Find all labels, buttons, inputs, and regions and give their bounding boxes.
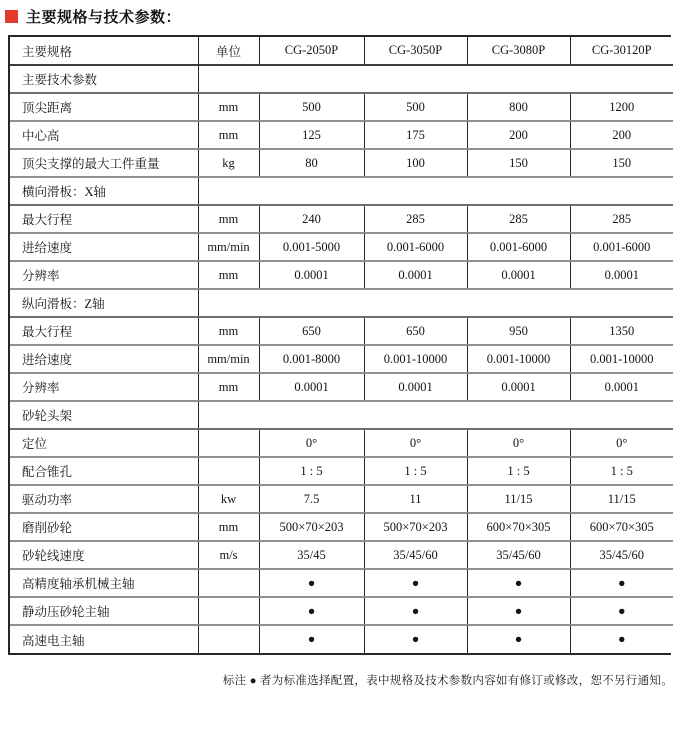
value-cell: 0.001-8000 (259, 345, 364, 373)
row-label-cell: 进给速度 (10, 233, 198, 261)
table-row (10, 149, 673, 177)
unit-cell: mm/min (198, 233, 259, 261)
unit-cell: mm (198, 121, 259, 149)
table-row (10, 625, 673, 653)
unit-cell: mm (198, 205, 259, 233)
value-cell: 7.5 (259, 485, 364, 513)
value-cell: 285 (364, 205, 467, 233)
value-cell: 0.0001 (259, 373, 364, 401)
row-label-cell: 高速电主轴 (10, 625, 198, 653)
value-cell: 80 (259, 149, 364, 177)
section-row (10, 289, 673, 317)
value-cell: 500×70×203 (364, 513, 467, 541)
row-label-cell: 最大行程 (10, 205, 198, 233)
unit-cell: mm (198, 261, 259, 289)
unit-cell (198, 569, 259, 597)
value-cell: ● (364, 569, 467, 597)
value-cell: 100 (364, 149, 467, 177)
unit-cell (198, 429, 259, 457)
value-cell: 0.001-6000 (467, 233, 570, 261)
header-cell-model-4: CG-30120P (570, 37, 673, 65)
value-cell: ● (570, 597, 673, 625)
value-cell: ● (364, 597, 467, 625)
value-cell: 0.0001 (570, 261, 673, 289)
unit-cell: mm (198, 513, 259, 541)
value-cell: 0.001-6000 (570, 233, 673, 261)
row-label-cell: 顶尖支撑的最大工件重量 (10, 149, 198, 177)
value-cell: 1200 (570, 93, 673, 121)
value-cell: 1 : 5 (259, 457, 364, 485)
unit-cell (198, 597, 259, 625)
table-row (10, 121, 673, 149)
header-cell-unit: 单位 (198, 37, 259, 65)
value-cell: 950 (467, 317, 570, 345)
value-cell: 240 (259, 205, 364, 233)
value-cell: 0.0001 (570, 373, 673, 401)
value-cell: 0.0001 (364, 261, 467, 289)
table-row (10, 457, 673, 485)
value-cell: 0.0001 (259, 261, 364, 289)
value-cell: ● (259, 625, 364, 653)
value-cell: 1350 (570, 317, 673, 345)
header-cell-model-1: CG-2050P (259, 37, 364, 65)
value-cell: 1 : 5 (364, 457, 467, 485)
value-cell: 0° (467, 429, 570, 457)
value-cell: ● (467, 625, 570, 653)
header-cell-model-3: CG-3080P (467, 37, 570, 65)
header-cell-spec: 主要规格 (10, 37, 198, 65)
value-cell: 800 (467, 93, 570, 121)
value-cell: 35/45/60 (364, 541, 467, 569)
value-cell: 285 (467, 205, 570, 233)
table-row (10, 205, 673, 233)
value-cell: 11/15 (467, 485, 570, 513)
value-cell: 11/15 (570, 485, 673, 513)
value-cell: 0.001-10000 (570, 345, 673, 373)
unit-cell: kw (198, 485, 259, 513)
unit-cell: mm/min (198, 345, 259, 373)
table-row (10, 429, 673, 457)
value-cell: ● (467, 569, 570, 597)
value-cell: 0.0001 (467, 261, 570, 289)
row-label-cell: 中心高 (10, 121, 198, 149)
section-label-cell: 横向滑板：X轴 (10, 177, 198, 205)
value-cell: 0.0001 (467, 373, 570, 401)
section-row (10, 65, 673, 93)
section-row (10, 177, 673, 205)
unit-cell: mm (198, 373, 259, 401)
table-row (10, 233, 673, 261)
value-cell: ● (570, 569, 673, 597)
table-row (10, 485, 673, 513)
value-cell: 500×70×203 (259, 513, 364, 541)
section-label-cell: 纵向滑板：Z轴 (10, 289, 198, 317)
unit-cell: mm (198, 93, 259, 121)
value-cell: 1 : 5 (467, 457, 570, 485)
value-cell: 1 : 5 (570, 457, 673, 485)
value-cell: ● (259, 597, 364, 625)
value-cell: 35/45/60 (570, 541, 673, 569)
value-cell: 650 (259, 317, 364, 345)
table-row (10, 317, 673, 345)
unit-cell (198, 457, 259, 485)
table-row (10, 569, 673, 597)
table-header-row (10, 37, 673, 65)
value-cell: 0.0001 (364, 373, 467, 401)
value-cell: ● (467, 597, 570, 625)
title-bullet-square-icon (5, 10, 18, 23)
value-cell: 600×70×305 (467, 513, 570, 541)
section-span-cell (198, 177, 673, 205)
value-cell: 0° (570, 429, 673, 457)
table-row (10, 93, 673, 121)
value-cell: 0.001-10000 (364, 345, 467, 373)
row-label-cell: 分辨率 (10, 373, 198, 401)
value-cell: 35/45 (259, 541, 364, 569)
section-span-cell (198, 65, 673, 93)
row-label-cell: 进给速度 (10, 345, 198, 373)
page-title: 主要规格与技术参数： (26, 8, 182, 26)
row-label-cell: 高精度轴承机械主轴 (10, 569, 198, 597)
value-cell: 0.001-10000 (467, 345, 570, 373)
value-cell: 0.001-6000 (364, 233, 467, 261)
table-row (10, 597, 673, 625)
value-cell: 650 (364, 317, 467, 345)
value-cell: ● (259, 569, 364, 597)
table-row (10, 261, 673, 289)
table-row (10, 345, 673, 373)
spec-table-frame (8, 35, 671, 655)
row-label-cell: 顶尖距离 (10, 93, 198, 121)
value-cell: 200 (467, 121, 570, 149)
header-cell-model-2: CG-3050P (364, 37, 467, 65)
spec-table (10, 37, 673, 653)
value-cell: 150 (570, 149, 673, 177)
row-label-cell: 驱动功率 (10, 485, 198, 513)
section-span-cell (198, 401, 673, 429)
value-cell: 500 (364, 93, 467, 121)
row-label-cell: 分辨率 (10, 261, 198, 289)
value-cell: 0° (364, 429, 467, 457)
value-cell: 11 (364, 485, 467, 513)
row-label-cell: 最大行程 (10, 317, 198, 345)
row-label-cell: 定位 (10, 429, 198, 457)
table-row (10, 373, 673, 401)
section-span-cell (198, 289, 673, 317)
section-label-cell: 砂轮头架 (10, 401, 198, 429)
value-cell: 0° (259, 429, 364, 457)
value-cell: 0.001-5000 (259, 233, 364, 261)
table-row (10, 513, 673, 541)
unit-cell: mm (198, 317, 259, 345)
value-cell: 35/45/60 (467, 541, 570, 569)
value-cell: 200 (570, 121, 673, 149)
unit-cell: m/s (198, 541, 259, 569)
value-cell: ● (570, 625, 673, 653)
value-cell: 600×70×305 (570, 513, 673, 541)
spec-table-body (10, 37, 673, 653)
footnote: 标注 ● 者为标准选择配置，表中规格及技术参数内容如有修订或修改，恕不另行通知。 (222, 675, 673, 687)
value-cell: 500 (259, 93, 364, 121)
unit-cell (198, 625, 259, 653)
page-title-row (5, 7, 677, 25)
section-row (10, 401, 673, 429)
value-cell: 285 (570, 205, 673, 233)
row-label-cell: 磨削砂轮 (10, 513, 198, 541)
value-cell: 175 (364, 121, 467, 149)
row-label-cell: 静动压砂轮主轴 (10, 597, 198, 625)
value-cell: 125 (259, 121, 364, 149)
unit-cell: kg (198, 149, 259, 177)
table-row (10, 541, 673, 569)
section-label-cell: 主要技术参数 (10, 65, 198, 93)
value-cell: 150 (467, 149, 570, 177)
row-label-cell: 砂轮线速度 (10, 541, 198, 569)
row-label-cell: 配合锥孔 (10, 457, 198, 485)
value-cell: ● (364, 625, 467, 653)
